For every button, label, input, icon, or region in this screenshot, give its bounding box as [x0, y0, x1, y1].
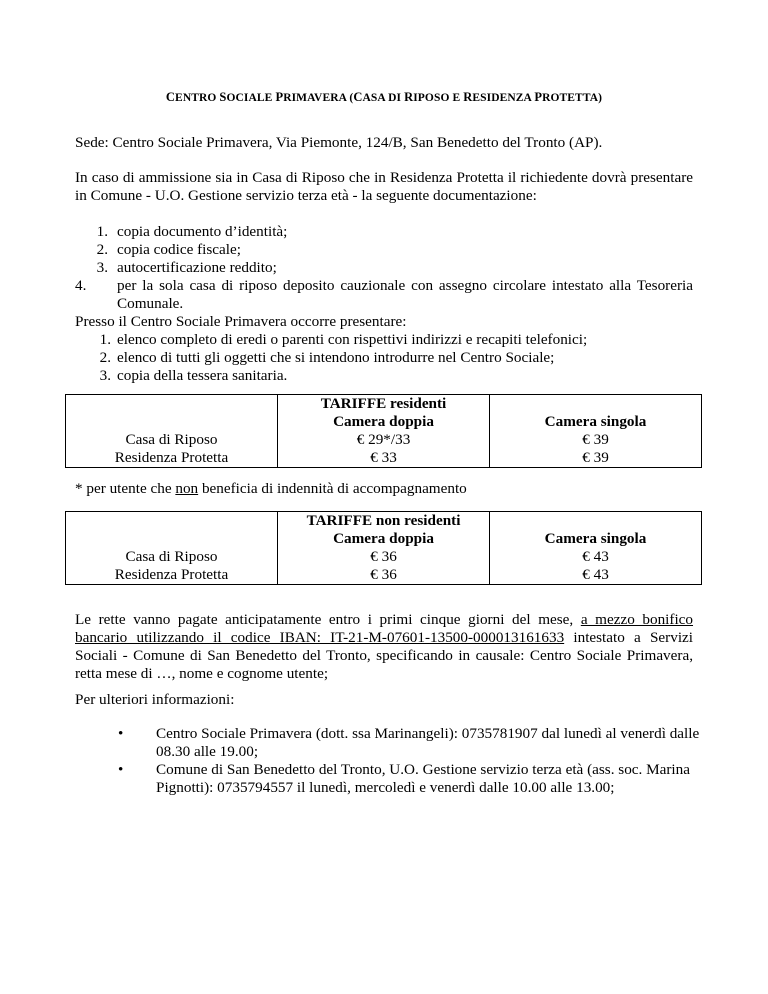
contacts-list: [118, 725, 708, 797]
list-item: 1. copia documento d’identità;: [96, 223, 288, 240]
tariffs-residents-table: [65, 394, 702, 468]
list-item: 1. elenco completo di eredi o parenti con rispettivi indirizzi e recapiti telefonici;: [99, 331, 588, 348]
list-item: 2. elenco di tutti gli oggetti che si intendono introdurre nel Centro Sociale;: [99, 349, 555, 366]
list-item: 4. per la sola casa di riposo deposito cauzionale con assegno circolare intestato alla Tesoreria Comunale.: [75, 277, 693, 312]
table-row: [66, 395, 702, 468]
info-heading: Per ulteriori informazioni:: [75, 691, 235, 708]
table-cell: TARIFFE residenti Camera doppia € 29*/33 € 33: [278, 395, 490, 468]
table-cell: Casa di Riposo Residenza Protetta: [66, 512, 278, 585]
bullet-icon: •: [118, 761, 124, 778]
table-cell: Camera singola € 39 € 39: [490, 395, 702, 468]
list-item: • Comune di San Benedetto del Tronto, U.O. Gestione servizio terza età (ass. soc. Marina Pignotti): 0735794557 il lunedì, mercoledì e venerdì dalle 10.00 alle 13.00;: [118, 761, 690, 796]
tariffs-non-residents-table: [65, 511, 702, 585]
table-cell: TARIFFE non residenti Camera doppia € 36 € 36: [278, 512, 490, 585]
column-header: Camera singola: [544, 530, 647, 547]
table-heading: TARIFFE non residenti: [306, 512, 461, 529]
footnote: * per utente che non beneficia di indennità di accompagnamento: [75, 480, 467, 497]
intro-paragraph: In caso di ammissione sia in Casa di Riposo che in Residenza Protetta il richiedente dovrà presentare in Comune - U.O. Gestione servizio terza età - la seguente documentazione:: [75, 169, 693, 204]
table-row: [66, 512, 702, 585]
list-item: 3. copia della tessera sanitaria.: [99, 367, 288, 384]
table-heading: TARIFFE residenti: [320, 395, 447, 412]
presso-heading: Presso il Centro Sociale Primavera occorre presentare:: [75, 313, 407, 330]
table-cell: Casa di Riposo Residenza Protetta: [66, 395, 278, 468]
list-item: • Centro Sociale Primavera (dott. ssa Marinangeli): 0735781907 dal lunedì al venerdì dalle 08.30 alle 19.00;: [118, 725, 700, 760]
column-header: Camera doppia: [333, 413, 434, 430]
page-title: CENTRO SOCIALE PRIMAVERA (CASA DI RIPOSO E RESIDENZA PROTETTA): [165, 90, 603, 104]
payment-paragraph: Le rette vanno pagate anticipatamente entro i primi cinque giorni del mese, a mezzo bonifico bancario utilizzando il codice IBAN: IT-21-M-07601-13500-000013161633 intestato a Servizi Sociali - Comune di San Benedetto del Tronto, specificando in causale: Centro Sociale Primavera, retta mese di …, nome e cognome utente;: [75, 611, 694, 682]
documents-list: [75, 223, 693, 313]
presso-list: [75, 331, 693, 385]
column-header: Camera singola: [544, 413, 647, 430]
sede-paragraph: Sede: Centro Sociale Primavera, Via Piemonte, 124/B, San Benedetto del Tronto (AP).: [75, 134, 603, 151]
list-item: 3. autocertificazione reddito;: [96, 259, 277, 276]
bullet-icon: •: [118, 725, 124, 742]
list-item: 2. copia codice fiscale;: [96, 241, 241, 258]
column-header: Camera doppia: [333, 530, 434, 547]
table-cell: Camera singola € 43 € 43: [490, 512, 702, 585]
iban-text: a mezzo bonifico bancario utilizzando il codice IBAN: IT-21-M-07601-13500-000013161633: [75, 611, 694, 646]
